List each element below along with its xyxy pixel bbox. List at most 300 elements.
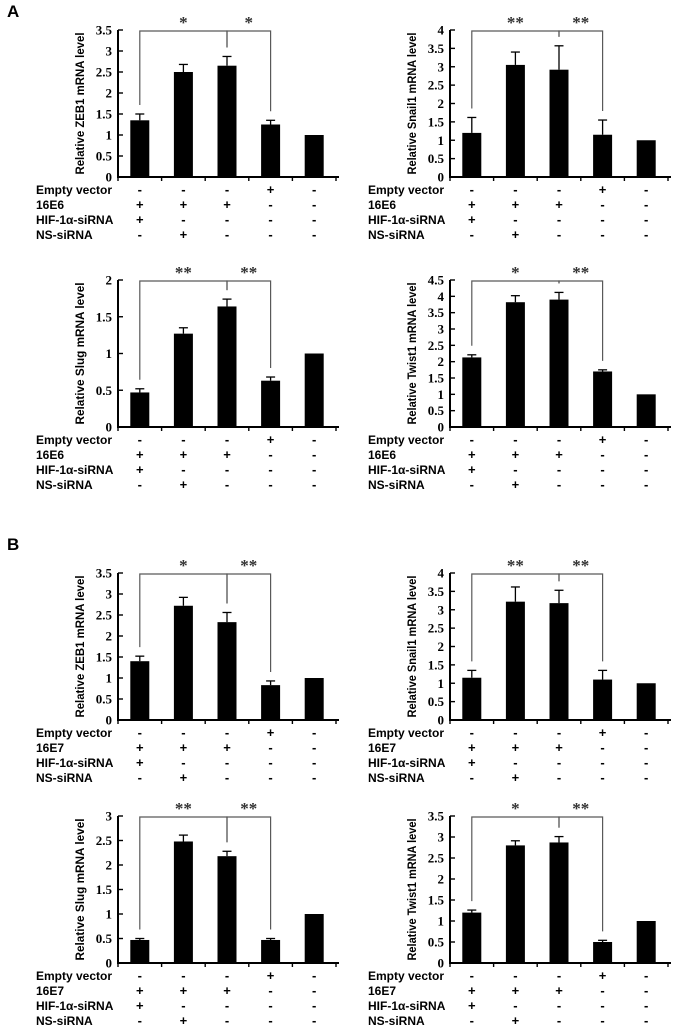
condition-mark: - [312, 447, 317, 462]
condition-mark: + [136, 447, 144, 462]
bar [218, 306, 237, 427]
y-tick-label: 1.5 [95, 882, 112, 897]
y-tick-label: 0.5 [95, 931, 112, 946]
bar [305, 354, 324, 428]
condition-mark: - [644, 212, 649, 227]
bar [174, 606, 193, 720]
condition-mark: - [224, 477, 230, 492]
significance-star: ** [174, 799, 192, 818]
condition-mark: - [556, 227, 562, 242]
condition-mark: - [644, 462, 649, 477]
condition-mark: - [224, 755, 230, 770]
y-tick-label: 0 [105, 712, 112, 728]
condition-mark: - [600, 770, 605, 785]
bar [174, 841, 193, 963]
condition-mark: - [181, 462, 186, 477]
bar [506, 65, 525, 177]
bar [462, 913, 481, 963]
condition-mark: - [469, 1013, 474, 1028]
y-tick-label: 1.5 [427, 370, 444, 386]
condition-mark: + [468, 740, 476, 755]
significance-star: ** [506, 556, 524, 575]
y-tick-label: 4.5 [427, 272, 444, 288]
bar [506, 302, 525, 427]
y-tick-label: 0 [437, 419, 444, 435]
condition-mark: + [555, 197, 563, 212]
condition-mark: - [644, 968, 649, 983]
condition-mark: - [224, 462, 230, 477]
y-tick-label: 2.5 [95, 833, 112, 848]
panel-b-snail1-chart [338, 555, 672, 791]
bar [637, 394, 656, 427]
condition-mark: - [312, 1013, 317, 1028]
condition-row-label: NS-siRNA [36, 771, 93, 785]
condition-mark: + [179, 227, 188, 242]
condition-row-label: 16E6 [36, 448, 65, 462]
condition-mark: - [556, 968, 562, 983]
condition-mark: - [137, 432, 142, 447]
significance-star: * [511, 799, 520, 818]
condition-mark: - [469, 182, 474, 197]
y-tick-label: 2.5 [427, 850, 444, 866]
bar [637, 140, 656, 177]
bar [462, 133, 481, 177]
condition-mark: - [556, 725, 562, 740]
y-tick-label: 0.5 [95, 148, 112, 164]
condition-row-label: HIF-1α-siRNA [368, 999, 446, 1013]
y-tick-label: 1 [437, 675, 444, 691]
condition-mark: + [266, 968, 275, 983]
condition-mark: + [468, 197, 476, 212]
condition-mark: - [268, 1013, 273, 1028]
condition-mark: - [268, 212, 273, 227]
bar [506, 602, 525, 720]
condition-mark: + [223, 740, 231, 755]
y-tick-label: 3 [105, 808, 112, 824]
y-tick-label: 1 [105, 906, 112, 922]
panel-b-slug-chart [6, 798, 340, 1034]
condition-row-label: HIF-1α-siRNA [36, 756, 114, 770]
y-axis-title: Relative Snail1 mRNA level [407, 26, 419, 175]
condition-row-label: HIF-1α-siRNA [36, 213, 114, 227]
condition-mark: - [312, 725, 317, 740]
y-axis-title: Relative Twist1 mRNA level [407, 275, 419, 425]
significance-star: ** [572, 556, 590, 575]
bar [550, 842, 569, 963]
condition-mark: - [312, 740, 317, 755]
bar [462, 678, 481, 720]
y-tick-label: 4 [437, 565, 444, 581]
bar [218, 622, 237, 720]
condition-row-label: HIF-1α-siRNA [368, 463, 446, 477]
significance-star: * [244, 13, 254, 32]
y-tick-label: 2 [105, 857, 112, 873]
bar [218, 856, 237, 963]
condition-mark: + [598, 725, 607, 740]
condition-mark: - [137, 968, 142, 983]
condition-mark: + [598, 182, 607, 197]
condition-mark: + [511, 1013, 520, 1028]
condition-mark: - [268, 755, 273, 770]
condition-mark: - [644, 740, 649, 755]
condition-mark: + [511, 227, 520, 242]
condition-mark: - [312, 968, 317, 983]
y-tick-label: 1 [105, 127, 112, 143]
condition-row-label: NS-siRNA [36, 1014, 93, 1028]
y-tick-label: 3.5 [95, 22, 112, 38]
y-tick-label: 3 [437, 829, 444, 845]
condition-mark: + [223, 447, 231, 462]
condition-mark: - [600, 462, 605, 477]
bar [261, 381, 280, 427]
condition-mark: - [224, 725, 230, 740]
y-tick-label: 1 [437, 386, 444, 402]
bar [593, 135, 612, 177]
condition-mark: - [513, 462, 518, 477]
condition-mark: - [224, 212, 230, 227]
condition-mark: + [468, 212, 476, 227]
y-tick-label: 0.5 [427, 934, 444, 950]
condition-mark: + [266, 182, 275, 197]
condition-mark: - [137, 477, 142, 492]
condition-mark: + [266, 725, 275, 740]
condition-mark: - [556, 212, 562, 227]
condition-mark: + [511, 477, 520, 492]
condition-mark: + [511, 197, 520, 212]
y-tick-label: 1.5 [427, 657, 444, 673]
bar [462, 357, 481, 427]
condition-mark: + [179, 197, 188, 212]
y-tick-label: 0 [105, 169, 112, 185]
condition-mark: + [511, 983, 520, 998]
condition-mark: + [511, 447, 520, 462]
bar [130, 120, 149, 177]
condition-mark: - [600, 447, 605, 462]
condition-mark: - [556, 182, 562, 197]
condition-mark: - [312, 477, 317, 492]
condition-mark: - [556, 770, 562, 785]
y-tick-label: 3 [437, 59, 444, 75]
condition-mark: + [511, 740, 520, 755]
condition-mark: - [600, 212, 605, 227]
condition-mark: + [179, 1013, 188, 1028]
condition-mark: - [181, 182, 186, 197]
significance-star: ** [572, 263, 590, 282]
condition-mark: + [136, 197, 144, 212]
y-tick-label: 2 [437, 639, 444, 654]
condition-row-label: Empty vector [368, 969, 445, 983]
condition-mark: - [600, 998, 605, 1013]
condition-row-label: 16E7 [368, 984, 397, 998]
condition-mark: + [179, 477, 188, 492]
y-tick-label: 4 [437, 288, 444, 304]
condition-mark: - [312, 983, 317, 998]
condition-mark: - [600, 983, 605, 998]
condition-mark: + [468, 998, 476, 1013]
condition-mark: - [469, 968, 474, 983]
condition-mark: - [644, 227, 649, 242]
condition-mark: - [600, 740, 605, 755]
y-tick-label: 0 [105, 419, 112, 435]
bar [130, 661, 149, 720]
condition-mark: + [136, 462, 144, 477]
condition-mark: + [555, 983, 563, 998]
condition-mark: - [556, 998, 562, 1013]
condition-mark: + [598, 968, 607, 983]
condition-mark: + [223, 983, 231, 998]
y-tick-label: 0.5 [95, 691, 112, 707]
condition-mark: - [312, 212, 317, 227]
significance-star: ** [240, 263, 258, 282]
condition-mark: - [268, 462, 273, 477]
y-tick-label: 1.5 [95, 106, 112, 122]
y-tick-label: 0 [437, 712, 444, 728]
condition-mark: - [556, 477, 562, 492]
bar [261, 125, 280, 178]
condition-mark: + [179, 740, 188, 755]
condition-mark: - [312, 227, 317, 242]
condition-mark: - [137, 227, 142, 242]
condition-mark: - [556, 462, 562, 477]
condition-mark: - [268, 197, 273, 212]
y-tick-label: 2 [437, 96, 444, 111]
bar [637, 683, 656, 720]
panel-a-twist1-chart [338, 262, 672, 498]
condition-mark: - [224, 770, 230, 785]
condition-mark: - [644, 447, 649, 462]
condition-row-label: HIF-1α-siRNA [36, 999, 114, 1013]
y-tick-label: 1 [105, 670, 112, 686]
condition-mark: + [136, 740, 144, 755]
condition-mark: - [137, 725, 142, 740]
condition-mark: + [555, 740, 563, 755]
bar [305, 914, 324, 963]
bar [506, 845, 525, 963]
condition-row-label: 16E6 [36, 198, 65, 212]
y-tick-label: 1.5 [427, 892, 444, 908]
condition-mark: - [644, 477, 649, 492]
condition-mark: + [179, 770, 188, 785]
y-tick-label: 1.5 [95, 649, 112, 665]
condition-mark: - [268, 770, 273, 785]
condition-mark: - [137, 770, 142, 785]
condition-mark: - [224, 998, 230, 1013]
condition-mark: - [644, 197, 649, 212]
significance-star: ** [240, 556, 258, 575]
condition-row-label: Empty vector [368, 433, 445, 447]
condition-row-label: Empty vector [36, 969, 113, 983]
y-tick-label: 3.5 [427, 305, 444, 321]
condition-mark: - [137, 182, 142, 197]
condition-mark: + [136, 212, 144, 227]
y-tick-label: 2.5 [427, 337, 444, 353]
y-tick-label: 2 [437, 354, 444, 370]
condition-mark: + [136, 983, 144, 998]
y-tick-label: 1 [437, 132, 444, 148]
y-tick-label: 3 [437, 321, 444, 337]
y-tick-label: 3.5 [427, 40, 444, 56]
condition-mark: - [312, 998, 317, 1013]
condition-mark: - [312, 182, 317, 197]
y-tick-label: 1.5 [427, 114, 444, 130]
condition-row-label: 16E7 [36, 984, 65, 998]
condition-mark: - [644, 432, 649, 447]
y-tick-label: 2.5 [427, 620, 444, 636]
condition-mark: + [555, 447, 563, 462]
y-tick-label: 0.5 [427, 694, 444, 710]
bar [218, 66, 237, 177]
condition-mark: - [469, 770, 474, 785]
y-tick-label: 1 [105, 346, 112, 361]
condition-mark: - [268, 998, 273, 1013]
y-axis-title: Relative ZEB1 mRNA level [75, 31, 87, 175]
y-tick-label: 1.5 [95, 309, 112, 325]
condition-row-label: NS-siRNA [368, 228, 425, 242]
y-tick-label: 3 [437, 602, 444, 618]
condition-mark: - [224, 968, 230, 983]
condition-row-label: NS-siRNA [368, 478, 425, 492]
bar [593, 942, 612, 963]
condition-mark: - [513, 755, 518, 770]
condition-mark: + [511, 770, 520, 785]
condition-mark: - [513, 182, 518, 197]
y-tick-label: 3.5 [95, 565, 112, 581]
condition-row-label: 16E6 [368, 448, 397, 462]
y-tick-label: 1 [437, 913, 444, 929]
bar [305, 135, 324, 177]
condition-mark: - [600, 197, 605, 212]
condition-mark: - [268, 227, 273, 242]
condition-row-label: Empty vector [36, 726, 113, 740]
condition-mark: - [469, 725, 474, 740]
condition-mark: - [312, 197, 317, 212]
panel-a-snail1-chart [338, 12, 672, 248]
condition-mark: - [312, 462, 317, 477]
condition-mark: - [268, 983, 273, 998]
panel-a-label: A [7, 2, 20, 21]
y-tick-label: 0.5 [95, 382, 112, 398]
significance-star: * [179, 556, 188, 575]
condition-mark: + [468, 447, 476, 462]
panel-a-slug-chart [6, 262, 340, 498]
bar [550, 70, 569, 177]
panel-b-label: B [7, 535, 20, 554]
condition-mark: + [266, 432, 275, 447]
condition-row-label: Empty vector [368, 183, 445, 197]
bar [550, 603, 569, 720]
bar [637, 921, 656, 963]
condition-mark: + [179, 447, 188, 462]
condition-row-label: HIF-1α-siRNA [368, 756, 446, 770]
condition-mark: - [181, 968, 186, 983]
condition-mark: + [598, 432, 607, 447]
panel-b-zeb1-chart [6, 555, 340, 791]
condition-mark: - [224, 432, 230, 447]
y-tick-label: 2.5 [427, 77, 444, 93]
bar [593, 680, 612, 720]
y-tick-label: 2 [105, 272, 112, 288]
y-axis-title: Relative Twist1 mRNA level [407, 811, 419, 961]
y-tick-label: 3 [105, 43, 112, 59]
condition-mark: - [312, 755, 317, 770]
condition-row-label: 16E7 [36, 741, 65, 755]
condition-mark: - [312, 770, 317, 785]
y-axis-title: Relative Snail1 mRNA level [407, 569, 419, 718]
y-tick-label: 3.5 [427, 583, 444, 599]
condition-mark: - [268, 477, 273, 492]
condition-row-label: NS-siRNA [368, 771, 425, 785]
condition-row-label: HIF-1α-siRNA [368, 213, 446, 227]
condition-mark: - [556, 432, 562, 447]
condition-mark: - [469, 227, 474, 242]
condition-mark: - [556, 1013, 562, 1028]
bar [261, 940, 280, 963]
condition-mark: - [181, 432, 186, 447]
y-axis-title: Relative Slug mRNA level [75, 821, 87, 961]
condition-row-label: Empty vector [36, 183, 113, 197]
condition-mark: - [600, 755, 605, 770]
condition-mark: - [469, 432, 474, 447]
condition-mark: - [469, 477, 474, 492]
condition-mark: - [181, 755, 186, 770]
condition-mark: - [644, 770, 649, 785]
condition-mark: + [223, 197, 231, 212]
y-tick-label: 0 [105, 955, 112, 971]
condition-mark: - [137, 1013, 142, 1028]
y-tick-label: 2 [105, 628, 112, 644]
condition-mark: + [136, 755, 144, 770]
bar [550, 300, 569, 427]
condition-mark: + [136, 998, 144, 1013]
condition-mark: + [468, 983, 476, 998]
significance-star: ** [174, 263, 192, 282]
y-tick-label: 2 [105, 85, 112, 101]
condition-row-label: 16E6 [368, 198, 397, 212]
y-tick-label: 2.5 [95, 607, 112, 623]
condition-row-label: Empty vector [368, 726, 445, 740]
y-tick-label: 0 [437, 955, 444, 971]
condition-mark: - [513, 725, 518, 740]
condition-mark: - [312, 432, 317, 447]
y-tick-label: 0 [437, 169, 444, 185]
condition-row-label: NS-siRNA [36, 478, 93, 492]
significance-star: * [179, 13, 188, 32]
condition-row-label: NS-siRNA [36, 228, 93, 242]
significance-star: ** [572, 799, 590, 818]
y-tick-label: 2.5 [95, 64, 112, 80]
condition-mark: - [181, 998, 186, 1013]
condition-mark: - [600, 1013, 605, 1028]
condition-row-label: 16E7 [368, 741, 397, 755]
condition-mark: - [513, 432, 518, 447]
condition-row-label: NS-siRNA [368, 1014, 425, 1028]
significance-star: * [511, 263, 520, 282]
condition-mark: - [181, 725, 186, 740]
condition-mark: - [513, 212, 518, 227]
y-tick-label: 3 [105, 586, 112, 602]
y-tick-label: 2 [437, 871, 444, 887]
significance-star: ** [240, 799, 258, 818]
bar [130, 940, 149, 963]
condition-mark: - [556, 755, 562, 770]
condition-mark: - [513, 968, 518, 983]
bar [261, 685, 280, 720]
condition-mark: + [179, 983, 188, 998]
bar [174, 334, 193, 427]
condition-mark: - [224, 1013, 230, 1028]
y-tick-label: 0.5 [427, 151, 444, 167]
condition-mark: - [268, 740, 273, 755]
